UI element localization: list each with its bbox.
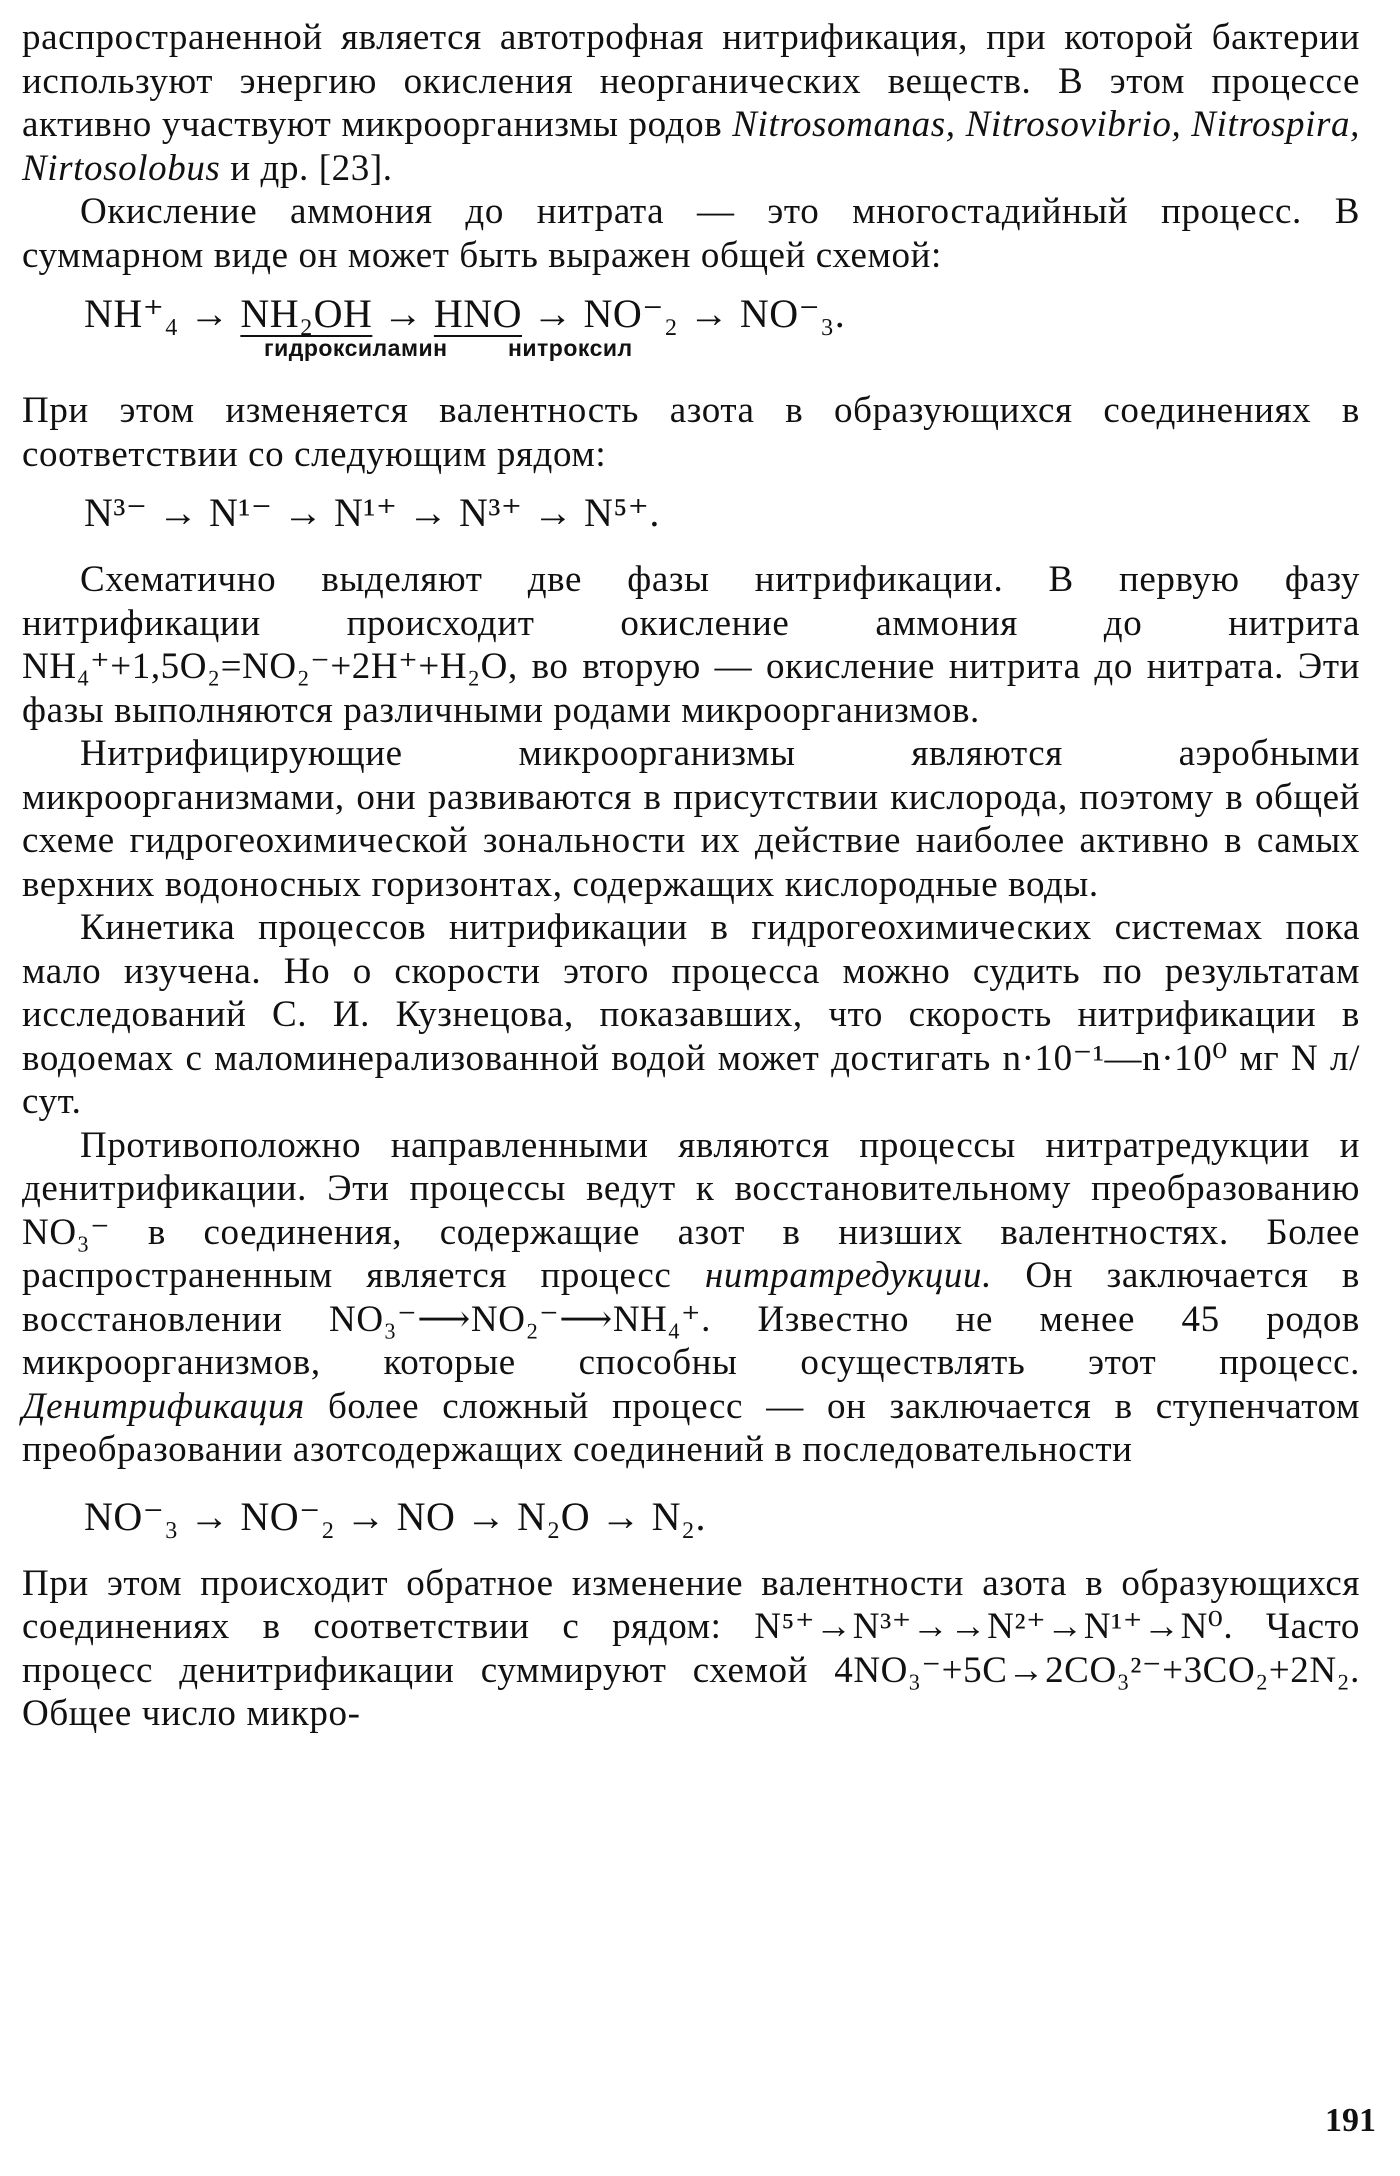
term-nitrate-reduction: нитратредукции.: [704, 1255, 992, 1296]
paragraph-kinetics: Кинетика процессов нитрификации в гидрогеохимических системах пока мало изучена. Но о скорости этого процесса можно судить по результатам исследований С. И. Кузнецова, показавших, что скорость нитрификации в водоемах с маломинерализованной водой может достигать n·10⁻¹—n·10⁰ мг N л/сут.: [22, 907, 1360, 1122]
formula-ammonium-to-nitrate: NH⁺₄ → NH₂OH → HNO → NO⁻₂ → NO⁻₃.: [84, 291, 846, 336]
formula-nitrogen-valence-series: N³⁻ → N¹⁻ → N¹⁺ → N³⁺ → N⁵⁺.: [84, 490, 660, 535]
genera-names: Nitrosomanas, Nitrosovibrio, Nitrospira, Nirtosolobus: [22, 104, 1360, 189]
formula-denitrification-sequence: NO⁻₃ → NO⁻₂ → NO → N₂O → N₂.: [84, 1493, 706, 1539]
paragraph-ammonium-oxidation: Окисление аммония до нитрата — это многостадийный процесс. В суммарном виде он может быть выражен общей схемой:: [22, 191, 1360, 276]
paragraph-two-phases: Схематично выделяют две фазы нитрификации. В первую фазу нитрификации происходит окисление аммония до нитрита NH₄⁺+1,5O₂=NO₂⁻+2H⁺+H₂O, во вторую — окисление нитрита до нитрата. Эти фазы выполняются различными родами микроорганизмов.: [22, 559, 1360, 731]
note-nitroxyl: нитроксил: [508, 335, 633, 361]
formula-nitroxyl: HNO: [433, 291, 523, 336]
paragraph-autotrophic-nitrification: распространенной является автотрофная нитрификация, при которой бактерии используют энергию окисления неорганических веществ. В этом процессе активно участвуют микроорганизмы родов Nitrosomanas, Nitrosovibrio, Nitrospira, Nirtosolobus и др. [23].: [22, 17, 1360, 189]
term-denitrification: Денитрификация: [22, 1385, 305, 1427]
note-hydroxylamine: гидроксиламин: [264, 335, 448, 361]
paragraph-valence-change: При этом изменяется валентность азота в образующихся соединениях в соответствии со следующим рядом:: [22, 390, 1360, 475]
formula-hydroxylamine: NH₂OH: [240, 291, 373, 336]
paragraph-aerobic-microorganisms: Нитрифицирующие микроорганизмы являются аэробными микроорганизмами, они развиваются в присутствии кислорода, поэтому в общей схеме гидрогеохимической зональности их действие наиболее активно в самых верхних водоносных горизонтах, содержащих кислородные воды.: [22, 733, 1360, 905]
paragraph-nitrate-reduction: Противоположно направленными являются процессы нитратредукции и денитрификации. Эти процессы ведут к восстановительному преобразованию NO₃⁻ в соединения, содержащие азот в низших валентностях. Более распространенным является процесс нитратредукции. Он заключается в восстановлении NO₃⁻⟶NO₂⁻⟶NH₄⁺. Известно не менее 45 родов микроорганизмов, которые способны осуществлять этот процесс. Денитрификация более сложный процесс — он заключается в ступенчатом преобразовании азотсодержащих соединений в последовательности: [22, 1124, 1360, 1470]
page-number: 191: [1325, 2102, 1376, 2139]
paragraph-reverse-valence: При этом происходит обратное изменение валентности азота в образующихся соединениях в соответствии с рядом: N⁵⁺→N³⁺→→N²⁺→N¹⁺→N⁰. Часто процесс денитрификации суммируют схемой 4NO₃⁻+5C→2CO₃²⁻+3CO₂+2N₂. Общее число микро-: [22, 1562, 1360, 1734]
formula-annotations: [22, 335, 1360, 369]
